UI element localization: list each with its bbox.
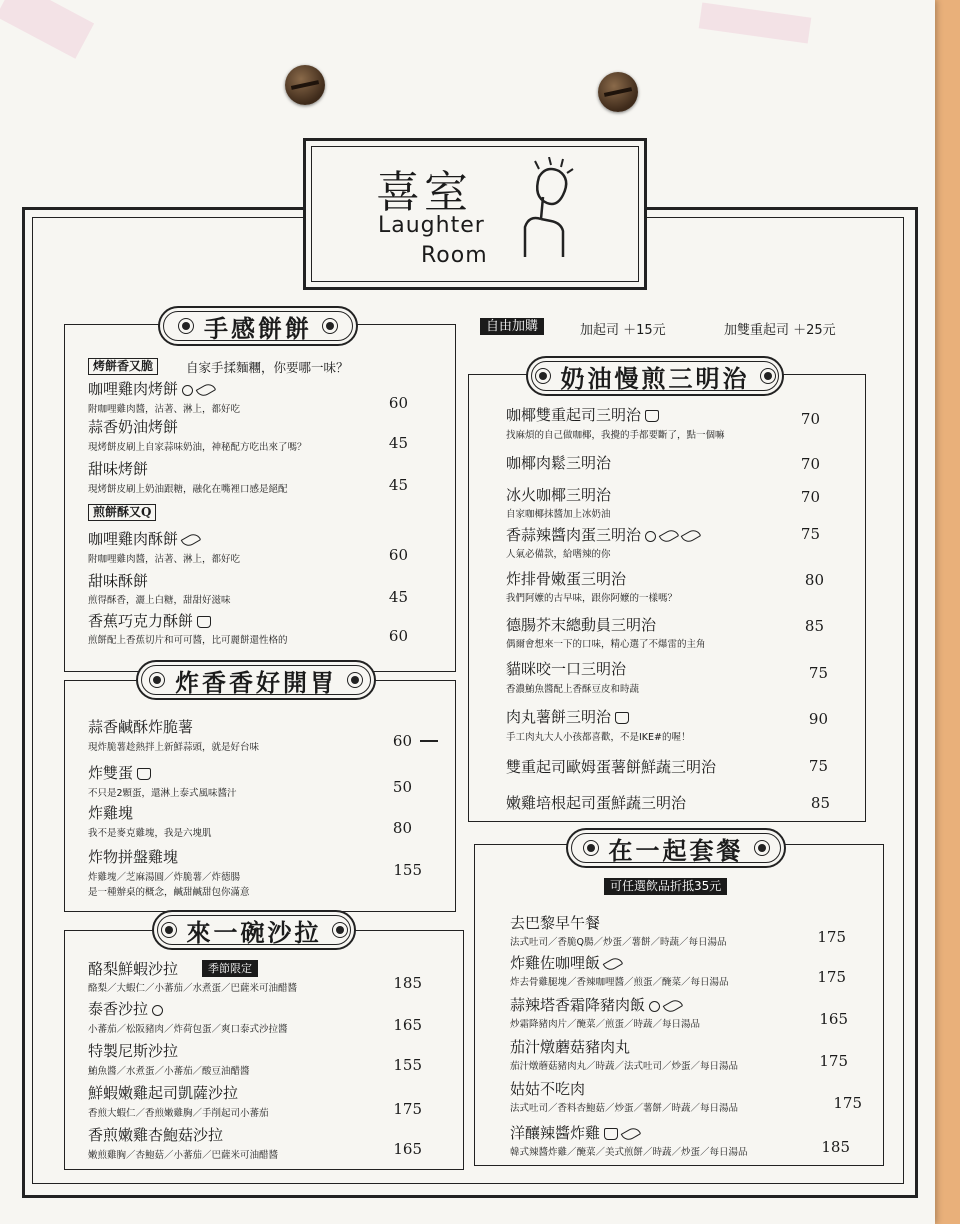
menu-item-desc: 鮪魚醬／水煮蛋／小蕃茄／酸豆油醋醬 — [88, 1066, 250, 1077]
menu-item-desc: 炒霜降豬肉片／醃菜／煎蛋／時蔬／每日湯品 — [510, 1019, 701, 1030]
menu-item-price: 175 — [819, 1052, 848, 1070]
menu-item-desc: 香濃鮪魚醬配上香酥豆皮和時蔬 — [506, 684, 640, 695]
menu-item-price: 165 — [393, 1016, 422, 1034]
menu-item-desc: 偶爾會想來一下的口味，精心選了不爆雷的主角 — [506, 639, 706, 650]
menu-item-name: 香蒜辣醬肉蛋三明治 — [506, 524, 700, 545]
menu-item-price: 60 — [388, 546, 408, 564]
thumbs-up-icon — [197, 616, 211, 628]
menu-item-desc: 法式吐司／香料杏鮑菇／炒蛋／薯餅／時蔬／每日湯品 — [510, 1103, 739, 1114]
menu-item-desc: 自家咖椰抹醬加上冰奶油 — [506, 509, 611, 520]
menu-item-price: 80 — [392, 819, 412, 837]
menu-item-desc: 煎餅配上香蕉切片和可可醬，比可麗餅還性格的 — [88, 635, 288, 646]
menu-item-name: 咖哩雞肉酥餅 — [88, 528, 200, 549]
salad-section-title — [152, 910, 356, 950]
pen-mark — [420, 740, 438, 742]
menu-item-price: 70 — [800, 488, 820, 506]
recommend-icon — [182, 385, 193, 396]
menu-item-price: 70 — [800, 455, 820, 473]
thumbs-up-icon — [615, 712, 629, 724]
menu-item-desc: 炸去骨雞腿塊／香辣咖哩醬／煎蛋／醃菜／每日湯品 — [510, 977, 729, 988]
menu-item-name: 去巴黎早午餐 — [510, 914, 601, 932]
ornament-icon — [178, 318, 194, 334]
menu-item-desc: 我們阿嬤的古早味，跟你阿嬤的一樣嗎？ — [506, 593, 678, 604]
menu-item-name: 蒜香鹹酥炸脆薯 — [88, 718, 194, 736]
hand-icon — [511, 157, 581, 267]
menu-item-desc: 香煎大蝦仁／香煎嫩雞胸／手削起司小蕃茄 — [88, 1108, 269, 1119]
menu-item-price: 85 — [804, 617, 824, 635]
ornament-icon — [583, 840, 599, 856]
menu-item-desc: 不只是2顆蛋，還淋上泰式風味醬汁 — [88, 788, 237, 799]
menu-item-desc: 手工肉丸大人小孩都喜歡，不是IKE#的喔！ — [506, 732, 691, 743]
ornament-icon — [149, 672, 165, 688]
pancake-note: 自家手揉麵糰，你要哪一味？ — [186, 360, 349, 375]
menu-item-desc: 茄汁燉蘑菇豬肉丸／時蔬／法式吐司／炒蛋／每日湯品 — [510, 1061, 739, 1072]
chili-icon — [196, 381, 217, 399]
extra-double-cheese: 加雙重起司 ＋25元 — [724, 323, 836, 338]
logo-title-en-2: Room — [421, 243, 488, 268]
extra-cheese: 加起司 ＋15元 — [580, 323, 666, 338]
menu-item-name: 咖椰肉鬆三明治 — [506, 454, 612, 472]
fried-section-title — [136, 660, 376, 700]
menu-item-price: 185 — [393, 974, 422, 992]
menu-item-name: 香蕉巧克力酥餅 — [88, 610, 211, 631]
menu-item-desc: 人氣必備款，給嗜辣的你 — [506, 549, 611, 560]
menu-item-name: 蒜辣塔香霜降豬肉飯 — [510, 994, 682, 1015]
menu-item-price: 45 — [388, 434, 408, 452]
menu-item-name: 甜味烤餅 — [88, 460, 149, 478]
menu-item-name: 洋釀辣醬炸雞 — [510, 1122, 640, 1143]
menu-item-price: 75 — [808, 664, 828, 682]
drink-discount-badge: 可任選飲品折抵35元 — [604, 878, 727, 895]
screw-right — [598, 72, 638, 112]
chili-icon — [621, 1125, 642, 1143]
menu-item-price: 90 — [808, 710, 828, 728]
menu-item-name: 酪梨鮮蝦沙拉 — [88, 960, 179, 978]
ornament-icon — [332, 922, 348, 938]
extras-badge: 自由加購 — [480, 318, 544, 335]
recommend-icon — [645, 531, 656, 542]
menu-item-desc: 韓式辣醬炸雞／醃菜／美式煎餅／時蔬／炒蛋／每日湯品 — [510, 1147, 748, 1158]
chili-icon — [681, 527, 702, 545]
menu-item-name: 肉丸薯餅三明治 — [506, 706, 629, 727]
menu-item-price: 45 — [388, 588, 408, 606]
pancake-title: 手感餅餅 — [204, 313, 312, 343]
menu-item-price: 45 — [388, 476, 408, 494]
pancake-tag-baked: 烤餅香又脆 — [88, 358, 158, 375]
menu-item-desc: 酪梨／大蝦仁／小蕃茄／水煮蛋／巴薩米可油醋醬 — [88, 983, 298, 994]
screw-left — [285, 65, 325, 105]
menu-item-desc: 現烤餅皮刷上奶油跟糖，融化在嘴裡口感是絕配 — [88, 484, 288, 495]
menu-item-price: 175 — [817, 928, 846, 946]
recommend-icon — [152, 1005, 163, 1016]
seasonal-badge: 季節限定 — [202, 960, 258, 977]
menu-item-price: 155 — [393, 861, 422, 879]
menu-item-desc: 我不是麥克雞塊，我是六塊肌 — [88, 828, 212, 839]
menu-item-desc: 煎得酥香，灑上白糖，甜甜好滋味 — [88, 595, 231, 606]
chili-icon — [663, 997, 684, 1015]
menu-item-name: 泰香沙拉 — [88, 998, 163, 1019]
menu-item-price: 70 — [800, 410, 820, 428]
logo-title-cn: 喜室 — [376, 167, 472, 218]
menu-item-name: 冰火咖椰三明治 — [506, 486, 612, 504]
menu-item-price: 60 — [388, 627, 408, 645]
menu-item-name: 特製尼斯沙拉 — [88, 1042, 179, 1060]
menu-item-price: 80 — [804, 571, 824, 589]
menu-item-name: 鮮蝦嫩雞起司凱薩沙拉 — [88, 1084, 239, 1102]
menu-item-price: 75 — [808, 757, 828, 775]
menu-item-desc: 現烤餅皮刷上自家蒜味奶油，神秘配方吃出來了嗎？ — [88, 442, 307, 453]
menu-item-name: 德腸芥末總動員三明治 — [506, 616, 657, 634]
menu-item-desc: 找麻煩的自己做咖椰，我攪的手都要斷了，點一個嘛 — [506, 430, 725, 441]
menu-item-desc: 現炸脆薯趁熱拌上新鮮蒜頭，就是好台味 — [88, 742, 260, 753]
tape-left — [0, 0, 94, 59]
menu-item-price: 60 — [388, 394, 408, 412]
menu-item-desc: 炸雞塊／芝麻湯圓／炸脆薯／炸德腸 — [88, 872, 241, 883]
ornament-icon — [535, 368, 551, 384]
menu-item-price: 185 — [821, 1138, 850, 1156]
chili-icon — [181, 531, 202, 549]
menu-item-price: 165 — [819, 1010, 848, 1028]
menu-item-desc: 小蕃茄／松阪豬肉／炸荷包蛋／爽口泰式沙拉醬 — [88, 1024, 288, 1035]
menu-item-name: 炸雞佐咖哩飯 — [510, 952, 622, 973]
combo-section-title — [566, 828, 786, 868]
pancake-tag-fried: 煎餅酥又Q — [88, 504, 156, 521]
chili-icon — [659, 527, 680, 545]
menu-item-name: 茄汁燉蘑菇豬肉丸 — [510, 1038, 631, 1056]
menu-item-price: 155 — [393, 1056, 422, 1074]
menu-item-name: 貓咪咬一口三明治 — [506, 660, 627, 678]
menu-item-name: 雙重起司歐姆蛋薯餅鮮蔬三明治 — [506, 758, 717, 776]
menu-item-name: 炸雞塊 — [88, 804, 134, 822]
menu-item-price: 85 — [810, 794, 830, 812]
fried-title: 炸香香好開胃 — [175, 667, 337, 697]
combo-title: 在一起套餐 — [608, 835, 744, 865]
logo-title-en-1: Laughter — [378, 213, 485, 238]
pancake-section-title — [158, 306, 358, 346]
menu-item-desc: 附咖哩雞肉醬，沾著、淋上，都好吃 — [88, 554, 241, 565]
recommend-icon — [649, 1001, 660, 1012]
menu-item-name: 咖椰雙重起司三明治 — [506, 404, 659, 425]
thumbs-up-icon — [604, 1128, 618, 1140]
menu-item-desc: 附咖哩雞肉醬，沾著、淋上，都好吃 — [88, 404, 241, 415]
menu-item-name: 甜味酥餅 — [88, 572, 149, 590]
menu-item-price: 175 — [393, 1100, 422, 1118]
sandwich-section-title — [526, 356, 784, 396]
ornament-icon — [347, 672, 363, 688]
menu-item-price: 50 — [392, 778, 412, 796]
menu-item-name: 炸物拼盤雞塊 — [88, 848, 179, 866]
menu-item-desc: 嫩煎雞胸／杏鮑菇／小蕃茄／巴薩米可油醋醬 — [88, 1150, 279, 1161]
menu-item-price: 165 — [393, 1140, 422, 1158]
menu-item-desc: 法式吐司／香脆Q腸／炒蛋／薯餅／時蔬／每日湯品 — [510, 937, 727, 948]
menu-item-name: 姑姑不吃肉 — [510, 1080, 586, 1098]
menu-item-name: 炸排骨嫩蛋三明治 — [506, 570, 627, 588]
thumbs-up-icon — [645, 410, 659, 422]
menu-item-name: 咖哩雞肉烤餅 — [88, 378, 215, 399]
menu-item-name: 炸雙蛋 — [88, 762, 151, 783]
menu-item-desc: 是一種辦桌的概念，鹹甜鹹甜包你滿意 — [88, 887, 250, 898]
sandwich-title: 奶油慢煎三明治 — [560, 363, 750, 393]
thumbs-up-icon — [137, 768, 151, 780]
menu-item-name: 嫩雞培根起司蛋鮮蔬三明治 — [506, 794, 687, 812]
ornament-icon — [760, 368, 776, 384]
menu-item-price: 175 — [833, 1094, 862, 1112]
menu-item-price: 175 — [817, 968, 846, 986]
salad-title: 來一碗沙拉 — [186, 917, 322, 947]
menu-item-name: 香煎嫩雞杏鮑菇沙拉 — [88, 1126, 224, 1144]
menu-item-price: 75 — [800, 525, 820, 543]
ornament-icon — [161, 922, 177, 938]
ornament-icon — [754, 840, 770, 856]
logo — [303, 138, 647, 290]
menu-item-price: 60 — [392, 732, 412, 750]
ornament-icon — [322, 318, 338, 334]
tape-right — [699, 2, 812, 43]
chili-icon — [603, 955, 624, 973]
menu-item-name: 蒜香奶油烤餅 — [88, 418, 179, 436]
